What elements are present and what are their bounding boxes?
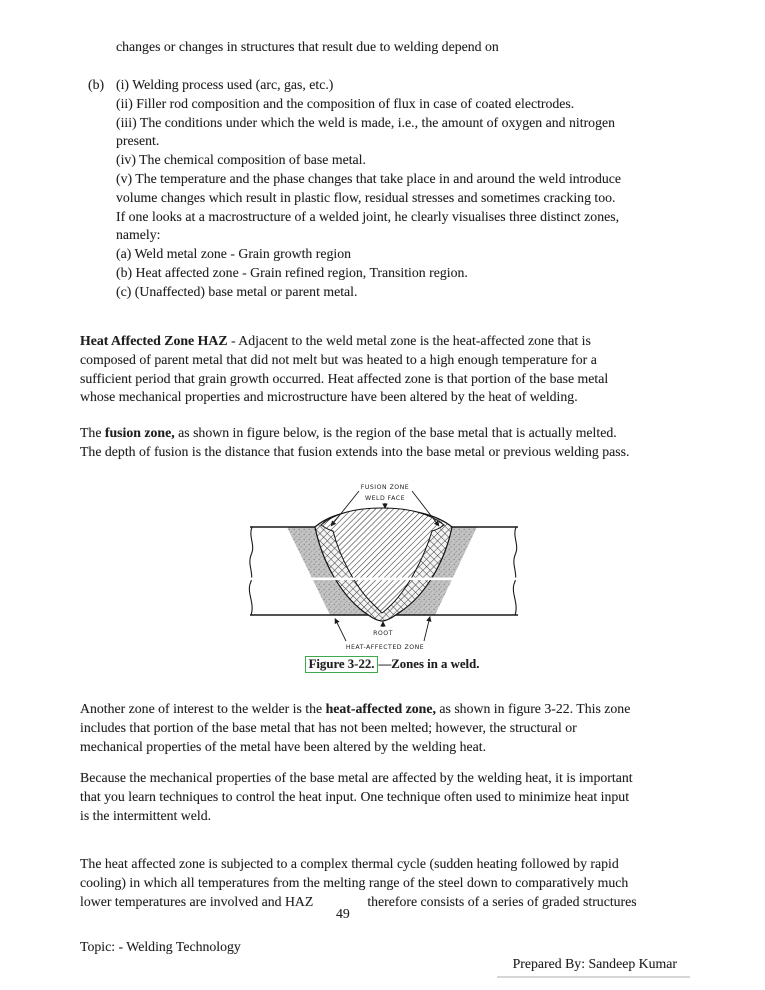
text-line: cooling) in which all temperatures from the melting range of the steel down to comparatively much bbox=[80, 874, 629, 890]
page-number: 49 bbox=[336, 906, 350, 921]
paragraph-haz bbox=[80, 332, 608, 407]
haz-callout-left bbox=[335, 619, 346, 642]
text-line: lower temperatures are involved and HAZ therefore consists of a series of graded structures bbox=[80, 893, 637, 909]
list-item: (ii) Filler rod composition and the composition of flux in case of coated electrodes. bbox=[116, 95, 575, 111]
text-line: Heat Affected Zone HAZ - Adjacent to the weld metal zone is the heat-affected zone that is bbox=[80, 333, 591, 348]
text-line: The heat affected zone is subjected to a complex thermal cycle (sudden heating followed by rapid bbox=[80, 856, 619, 871]
list-item: (v) The temperature and the phase changes that take place in and around the weld introduce bbox=[116, 170, 622, 186]
text-line: is the intermittent weld. bbox=[80, 807, 212, 823]
list-item: volume changes which result in plastic flow, residual stresses and sometimes cracking too. bbox=[116, 189, 616, 205]
list-item: (a) Weld metal zone - Grain growth region bbox=[116, 246, 352, 262]
list-item: (c) (Unaffected) base metal or parent metal. bbox=[116, 283, 358, 299]
list-item: (iv) The chemical composition of base metal. bbox=[116, 152, 366, 168]
paragraph-thermal-cycle bbox=[80, 855, 637, 911]
text-line: mechanical properties of the metal have been altered by the welding heat. bbox=[80, 738, 487, 754]
haz-bold-label: Heat Affected Zone HAZ bbox=[80, 333, 228, 348]
list-item: namely: bbox=[116, 227, 161, 243]
fusion-zone-bold-label: fusion zone, bbox=[104, 425, 175, 440]
heat-affected-zone-label: HEAT-AFFECTED ZONE bbox=[345, 644, 425, 651]
text-line: includes that portion of the base metal that has not been melted; however, the structural or bbox=[80, 719, 577, 735]
weld-zones-figure bbox=[228, 478, 556, 656]
list-item: present. bbox=[116, 133, 160, 149]
paragraph-heat-input bbox=[80, 769, 633, 825]
haz-callout-right bbox=[424, 617, 430, 642]
root-label: ROOT bbox=[373, 630, 393, 637]
paragraph-another-zone bbox=[80, 700, 630, 756]
heat-affected-zone-bold-label: heat-affected zone, bbox=[325, 701, 436, 716]
plate-left-break-edge bbox=[249, 527, 252, 615]
text-line: sufficient period that grain growth occurred. Heat affected zone is that portion of the base metal bbox=[80, 370, 609, 386]
list-marker: (b) bbox=[88, 77, 105, 92]
figure-link[interactable]: Figure 3-22. bbox=[305, 656, 379, 673]
intro-line: changes or changes in structures that result due to welding depend on bbox=[116, 39, 499, 54]
list-item: (i) Welding process used (arc, gas, etc.) bbox=[116, 77, 334, 92]
footer-rule bbox=[497, 976, 690, 978]
text-line: Another zone of interest to the welder is the heat-affected zone, as shown in figure 3-22. This zone bbox=[80, 701, 631, 716]
list-item: If one looks at a macrostructure of a welded joint, he clearly visualises three distinct zones, bbox=[116, 208, 620, 224]
text-line: The depth of fusion is the distance that fusion extends into the base metal or previous welding pass. bbox=[80, 443, 630, 459]
text-line: whose mechanical properties and microstructure have been altered by the heat of welding. bbox=[80, 389, 578, 405]
text-line: Because the mechanical properties of the base metal are affected by the welding heat, it is important bbox=[80, 770, 633, 785]
figure-caption-text: —Zones in a weld. bbox=[378, 657, 480, 671]
list-item: (iii) The conditions under which the weld is made, i.e., the amount of oxygen and nitrogen bbox=[116, 114, 615, 130]
list-item: (b) Heat affected zone - Grain refined region, Transition region. bbox=[116, 264, 468, 280]
footer-topic: Topic: - Welding Technology bbox=[80, 939, 241, 954]
fusion-zone-label: FUSION ZONE bbox=[360, 484, 410, 491]
text-line: The fusion zone, as shown in figure below, is the region of the base metal that is actually melted. bbox=[80, 425, 617, 440]
footer-prepared-by: Prepared By: Sandeep Kumar bbox=[512, 956, 677, 971]
plate-right-break-edge bbox=[513, 527, 516, 615]
list-b bbox=[116, 76, 621, 302]
text-line: composed of parent metal that did not melt but was heated to a high enough temperature for a bbox=[80, 351, 597, 367]
weld-face-label: WELD FACE bbox=[364, 495, 406, 502]
paragraph-fusion-zone bbox=[80, 424, 629, 462]
text-line: that you learn techniques to control the heat input. One technique often used to minimize heat input bbox=[80, 788, 630, 804]
figure-caption bbox=[228, 655, 556, 673]
joint-centerline bbox=[250, 578, 518, 581]
